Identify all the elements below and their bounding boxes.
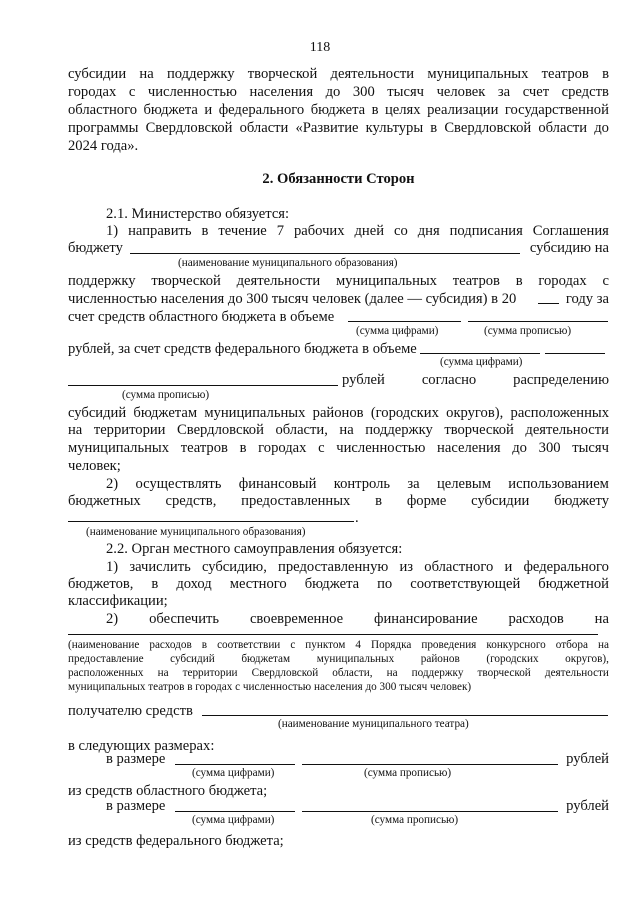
clause-2-1-1-line-1 [68, 222, 609, 240]
word: бюджета [143, 102, 198, 118]
word: области [538, 120, 588, 136]
note-line-3 [68, 667, 609, 681]
caption-sum-digits-4: (сумма цифрами) [192, 814, 275, 826]
caption-sum-digits-1: (сумма цифрами) [356, 325, 439, 337]
intro-line-4 [68, 119, 609, 137]
word: в [371, 102, 379, 118]
regional-amount-words-field[interactable] [302, 764, 558, 765]
word: субсидию, [201, 559, 267, 575]
word: расположенных [510, 405, 609, 421]
amounts-intro: в следующих размерах: [68, 738, 215, 754]
word: 1) [106, 223, 119, 239]
word: с [602, 273, 609, 289]
word: (наименование [68, 639, 140, 651]
word: в [201, 223, 209, 239]
word: субсидии [471, 493, 530, 509]
word: на [68, 422, 83, 438]
word: бюджету [554, 493, 609, 509]
word: финансирование [374, 611, 478, 627]
word: бюджетам [133, 405, 198, 421]
amount-label-2: в размере [106, 798, 166, 814]
word: и [204, 102, 213, 118]
word: населения [437, 440, 501, 456]
line-4-year-suffix: году за [565, 291, 609, 307]
period-mark: . [355, 510, 359, 526]
word: государственной [504, 102, 609, 118]
word: в [430, 120, 438, 136]
word: муниципальных [335, 273, 437, 289]
word: территории [93, 422, 166, 438]
word: программы [68, 120, 139, 136]
word: предоставление [68, 653, 144, 665]
clause-2-1-1-line-11: человек; [68, 458, 121, 474]
clause-2-1-1-line-4 [68, 290, 609, 308]
word: (городских [486, 653, 539, 665]
municipality-name-field-2[interactable] [68, 521, 354, 522]
word: проведения [421, 639, 477, 651]
clause-2-1-1-line-7 [342, 371, 609, 389]
word: муниципальных [316, 653, 395, 665]
word: финансовый [238, 476, 317, 492]
intro-line-3 [68, 101, 609, 119]
word: целях [384, 102, 421, 118]
word: городах [258, 440, 307, 456]
word: 300 [352, 84, 375, 100]
word: поддержку [411, 667, 464, 679]
word: обеспечить [149, 611, 220, 627]
word: контроль [333, 476, 391, 492]
word: на [139, 66, 154, 82]
word: с [318, 440, 325, 456]
word: расходов [508, 611, 564, 627]
word: со [393, 223, 408, 239]
word: рабочих [293, 223, 345, 239]
regional-sum-words-field[interactable] [468, 321, 608, 322]
word: культуры [365, 120, 424, 136]
word: использованием [508, 476, 609, 492]
word: территории [182, 667, 238, 679]
word: человек [436, 84, 486, 100]
word: субсидий [68, 405, 127, 421]
word: до [512, 440, 527, 456]
clause-2-1-2-line-2 [68, 492, 609, 510]
word: округов), [446, 405, 504, 421]
word: зачислить [129, 559, 191, 575]
word: численностью [336, 440, 426, 456]
word: доход [176, 576, 212, 592]
recipient-theatre-field[interactable] [202, 715, 608, 716]
expense-name-field[interactable] [68, 634, 598, 635]
word: с [128, 84, 136, 100]
word: муниципальных [427, 66, 529, 82]
word: средств [561, 84, 609, 100]
note-line-2 [68, 653, 609, 667]
word: 300 [538, 440, 561, 456]
word: целевым [436, 476, 491, 492]
word: округов), [565, 653, 609, 665]
recipient-label: получателю средств [68, 703, 193, 719]
federal-sum-digits-field[interactable] [420, 353, 540, 354]
federal-sum-extra-field[interactable] [545, 353, 605, 354]
word: Свердловской [251, 667, 319, 679]
word: тысяч [572, 440, 609, 456]
word: на [157, 667, 169, 679]
word: соответствии [217, 639, 281, 651]
word: на [386, 667, 398, 679]
clause-2-2-1-line-1 [68, 558, 609, 576]
clause-2-2-1-line-3: классификации; [68, 593, 168, 609]
word: бюджетной [538, 576, 609, 592]
word: поддержку [365, 422, 433, 438]
clause-2-1-1-line-3 [68, 272, 609, 290]
word: областного [68, 102, 137, 118]
word: на [339, 422, 354, 438]
word: 1) [106, 559, 119, 575]
word: (городских [370, 405, 439, 421]
word: творческой [151, 273, 221, 289]
caption-sum-digits-3: (сумма цифрами) [192, 767, 275, 779]
word: пунктом [305, 639, 346, 651]
word: в [515, 273, 523, 289]
word: численностью [147, 84, 237, 100]
word: деятельности [236, 273, 321, 289]
caption-sum-words-1: (сумма прописью) [484, 325, 572, 337]
word: за [407, 476, 420, 492]
intro-line-2 [68, 83, 609, 101]
word: Порядка [370, 639, 412, 651]
regional-amount-digits-field[interactable] [175, 764, 295, 765]
word: в [151, 576, 159, 592]
word: в [602, 66, 609, 82]
caption-sum-digits-2: (сумма цифрами) [440, 356, 523, 368]
word: 7 [276, 223, 285, 239]
clause-2-1-1-budget-row [68, 239, 609, 257]
caption-theatre: (наименование муниципального театра) [278, 718, 469, 730]
word: 2) [106, 611, 119, 627]
word: предоставленную [278, 559, 389, 575]
word: населения [249, 84, 314, 100]
word: Свердловской [444, 120, 532, 136]
clause-2-2-1-line-2 [68, 575, 609, 593]
word: реализации [427, 102, 499, 118]
word: согласно [421, 372, 477, 388]
word: творческой [477, 667, 531, 679]
word: в [201, 639, 208, 651]
caption-sum-words-2: (сумма прописью) [122, 389, 210, 401]
word: течение [218, 223, 267, 239]
word: театров [452, 273, 500, 289]
word: и [504, 559, 513, 575]
word: области, [332, 667, 373, 679]
word: деятельности [525, 422, 609, 438]
word: за [497, 84, 511, 100]
word: по [377, 576, 393, 592]
word: «Развитие [295, 120, 359, 136]
word: дня [417, 223, 440, 239]
rubles-label-1: рублей [566, 751, 609, 767]
clause-2-1-1-line-9 [68, 421, 609, 439]
word: федерального [218, 102, 305, 118]
word: субсидии [68, 66, 127, 82]
word: 2) [106, 476, 119, 492]
federal-sum-words-field[interactable] [68, 385, 338, 386]
word: с [290, 639, 296, 651]
caption-sum-words-4: (сумма прописью) [371, 814, 459, 826]
from-federal-budget: из средств федерального бюджета; [68, 833, 284, 849]
page-number: 118 [309, 40, 331, 55]
word: деятельности [544, 667, 609, 679]
section-title: 2. Обязанности Сторон [262, 171, 415, 187]
word: городах [538, 273, 587, 289]
clause-2-1-1-line-6: рублей, за счет средств федерального бюджета в объеме [68, 341, 417, 357]
word: районов [420, 653, 460, 665]
word: в [239, 440, 247, 456]
note-line-4: муниципальных театров в городах с численностью населения до 300 тысяч человек) [68, 681, 472, 693]
word: областного [424, 559, 494, 575]
word: форме [406, 493, 447, 509]
word: конкурсного [486, 639, 546, 651]
clause-2-2-title: 2.2. Орган местного самоуправления обязуется: [106, 541, 403, 557]
regional-sum-digits-field[interactable] [348, 321, 461, 322]
clause-2-1-1-line-8 [68, 404, 609, 422]
intro-line-5: 2024 года». [68, 138, 139, 154]
word: тысяч [387, 84, 425, 100]
federal-amount-words-field[interactable] [302, 811, 558, 812]
word: бюджетных [68, 493, 141, 509]
word: на [594, 611, 609, 627]
line-4-text: численностью населения до 300 тысяч человек (далее — субсидия) в 20 [68, 291, 517, 307]
intro-line-1 [68, 65, 609, 83]
word: муниципальных [204, 405, 306, 421]
word: в [375, 493, 383, 509]
rubles-label-2: рублей [566, 798, 609, 814]
word: расходов [149, 639, 192, 651]
word: Свердловской [145, 120, 233, 136]
subsidy-label: субсидию на [529, 240, 609, 256]
from-regional-budget: из средств областного бюджета; [68, 783, 268, 799]
word: до [594, 120, 609, 136]
word: муниципальных [68, 440, 170, 456]
word: 4 [355, 639, 361, 651]
federal-amount-digits-field[interactable] [175, 811, 295, 812]
word: поддержку [166, 66, 235, 82]
word: своевременное [249, 611, 344, 627]
word: городах [68, 84, 117, 100]
clause-2-1-title: 2.1. Министерство обязуется: [106, 206, 290, 222]
caption-sum-words-3: (сумма прописью) [364, 767, 452, 779]
word: бюджетам [241, 653, 291, 665]
amount-label-1: в размере [106, 751, 166, 767]
word: бюджета [304, 576, 360, 592]
note-line-1 [68, 639, 609, 653]
word: субсидий [170, 653, 215, 665]
word: местного [229, 576, 287, 592]
word: до [325, 84, 341, 100]
word: бюджетов, [68, 576, 134, 592]
word: поддержку [68, 273, 136, 289]
word: осуществлять [135, 476, 222, 492]
word: области, [275, 422, 328, 438]
word: предоставленных [241, 493, 351, 509]
word: подписания [449, 223, 523, 239]
municipality-name-field[interactable] [130, 253, 520, 254]
word: деятельности [330, 66, 415, 82]
word: рублей [342, 372, 385, 388]
clause-2-1-1-line-5: счет средств областного бюджета в объеме [68, 309, 335, 325]
word: творческой [444, 422, 514, 438]
caption-municipality-2: (наименование муниципального образования) [86, 526, 306, 538]
word: области [239, 120, 289, 136]
word: счет [522, 84, 550, 100]
word: федерального [523, 559, 609, 575]
word: распределению [513, 372, 609, 388]
word: из [399, 559, 414, 575]
clause-2-1-1-line-10 [68, 439, 609, 457]
word: направить [128, 223, 192, 239]
word: расположенных [68, 667, 144, 679]
word: средств, [165, 493, 217, 509]
word: дней [354, 223, 385, 239]
clause-2-2-2-line-1 [68, 610, 609, 628]
clause-2-1-2-line-1 [68, 475, 609, 493]
word: Свердловской [177, 422, 264, 438]
word: Соглашения [532, 223, 609, 239]
word: театров [180, 440, 228, 456]
budget-label: бюджету [68, 240, 123, 256]
word: бюджета [310, 102, 366, 118]
year-field[interactable] [538, 303, 559, 304]
word: районов [312, 405, 364, 421]
word: отбора [555, 639, 588, 651]
word: театров [541, 66, 589, 82]
caption-municipality: (наименование муниципального образования) [178, 257, 398, 269]
word: на [597, 639, 609, 651]
word: творческой [247, 66, 318, 82]
word: соответствующей [410, 576, 521, 592]
